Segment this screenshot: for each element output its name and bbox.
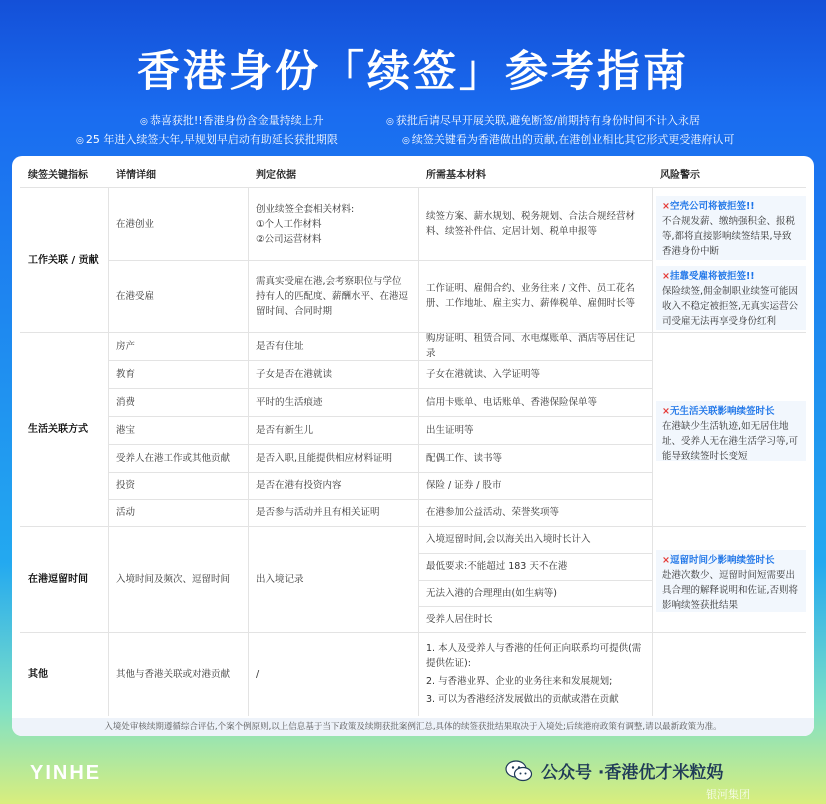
header-detail: 详情详细 <box>116 169 156 181</box>
basis-hk-baby: 是否有新生儿 <box>256 424 314 436</box>
category-work: 工作关联 / 贡献 <box>28 254 99 266</box>
risk-short-stay: ×逗留时间少影响续签时长 赴港次数少、逗留时间短需要出具合理的解释说明和佐证,否则将影响续签获批结果 <box>656 550 806 612</box>
materials-stay-4: 受养人居住时长 <box>426 613 493 625</box>
basis-consumption: 平时的生活痕迹 <box>256 396 323 408</box>
header-basis: 判定依据 <box>256 169 296 181</box>
detail-consumption: 消费 <box>116 396 136 408</box>
divider <box>20 187 806 188</box>
corner-mark: 银河集团 <box>706 788 750 801</box>
detail-activities: 活动 <box>116 507 136 518</box>
divider <box>418 553 652 554</box>
subtitle-2: ◎ 获批后请尽早开展关联,避免断签/前期持有身份时间不计入永居 <box>386 114 701 127</box>
divider <box>418 580 652 581</box>
basis-stay: 出入境记录 <box>256 573 304 585</box>
basis-investment: 是否在港有投资内容 <box>256 480 342 491</box>
detail-other: 其他与香港关联或对港贡献 <box>116 668 231 680</box>
divider <box>108 499 652 500</box>
account-name: 香港优才米粒妈 <box>604 763 724 783</box>
divider <box>20 332 806 333</box>
materials-startup: 续签方案、薪水规划、税务规划、合法合规经营材料、续签补件信、定居计划、税单申报等 <box>426 211 636 237</box>
detail-employed: 在港受雇 <box>116 290 155 302</box>
divider <box>248 188 249 716</box>
basis-education: 子女是否在港就读 <box>256 368 333 380</box>
divider <box>418 188 419 716</box>
materials-stay-3: 无法入港的合理理由(如生病等) <box>426 587 557 599</box>
header-materials: 所需基本材料 <box>426 169 486 181</box>
page-title: 香港身份「续签」参考指南 <box>137 47 689 97</box>
divider <box>652 188 653 716</box>
materials-stay-2: 最低要求:不能超过 183 天不在港 <box>426 561 568 572</box>
list-item: 2. 与香港业界、企业的业务往来和发展规划; <box>426 676 613 687</box>
risk-no-life-link: ×无生活关联影响续签时长 在港缺少生活轨迹,如无居住地址、受养人无在港生活学习等,可能导致续签时长变短 <box>656 401 806 461</box>
materials-education: 子女在港就读、入学证明等 <box>426 368 541 380</box>
list-item: 1. 本人及受养人与香港的任何正向联系均可提供(需提供佐证): <box>426 643 642 669</box>
materials-dependant-work: 配偶工作、读书等 <box>426 452 503 464</box>
basis-dependant-work: 是否入职,且能提供相应材料证明 <box>256 452 393 464</box>
basis-activities: 是否参与活动并且有相关证明 <box>256 507 380 518</box>
subtitle-1: ◎ 恭喜获批!!香港身份含金量持续上升 <box>140 114 324 127</box>
category-stay: 在港逗留时间 <box>28 573 88 585</box>
risk-shell-company: ×空壳公司将被拒签!! 不合规发薪、缴纳强积金、报税等,都将直接影响续签结果,导致香港身份中断 <box>656 196 806 260</box>
basis-property: 是否有住址 <box>256 340 304 352</box>
basis-other: / <box>256 668 260 680</box>
detail-dependant-work: 受养人在港工作或其他贡献 <box>116 452 231 464</box>
subtitle-4: ◎ 续签关键看为香港做出的贡献,在港创业相比其它形式更受港府认可 <box>402 133 735 146</box>
divider <box>108 416 652 417</box>
divider <box>108 472 652 473</box>
divider <box>108 388 652 389</box>
subtitle-3: ◎ 25 年进入续签大年,早规划早启动有助延长获批期限 <box>76 133 338 146</box>
detail-stay: 入境时间及频次、逗留时间 <box>116 573 231 585</box>
wechat-icon <box>505 760 533 782</box>
detail-education: 教育 <box>116 368 136 380</box>
materials-hk-baby: 出生证明等 <box>426 424 474 436</box>
wechat-account: 公众号 · 香港优才米粒妈 <box>505 758 723 783</box>
divider <box>418 606 652 607</box>
header-risk: 风险警示 <box>660 169 700 181</box>
detail-investment: 投资 <box>116 480 136 491</box>
materials-stay-1: 入境逗留时间,会以海关出入境时长计入 <box>426 534 591 545</box>
materials-consumption: 信用卡账单、电话账单、香港保险保单等 <box>426 396 598 408</box>
category-other: 其他 <box>28 668 48 680</box>
divider <box>20 632 806 633</box>
renewal-table <box>12 156 814 736</box>
divider <box>108 360 652 361</box>
materials-investment: 保险 / 证券 / 股市 <box>426 480 502 491</box>
divider <box>108 260 652 261</box>
materials-activities: 在港参加公益活动、荣誉奖项等 <box>426 507 560 518</box>
detail-property: 房产 <box>116 340 136 352</box>
footnote: 入境处审核续期遵循综合评估,个案个例原则,以上信息基于当下政策及续期获批案例汇总,具体的续签获批结果取决于入境处;后续港府政策有调整,请以最新政策为准。 <box>12 718 814 736</box>
list-item: 3. 可以为香港经济发展做出的贡献或潜在贡献 <box>426 694 619 705</box>
brand-logo: YINHE <box>30 762 102 784</box>
materials-other <box>418 632 652 716</box>
detail-hk-baby: 港宝 <box>116 424 136 436</box>
divider <box>108 188 109 716</box>
basis-startup: 创业续签全套相关材料: ①个人工作材料 ②公司运营材料 <box>256 203 355 245</box>
materials-property: 购房证明、租赁合同、水电煤账单、酒店等居住记录 <box>426 333 636 359</box>
category-life: 生活关联方式 <box>28 423 88 435</box>
divider <box>108 444 652 445</box>
basis-employed: 需真实受雇在港,会考察职位与学位持有人的匹配度、薪酬水平、在港逗留时间、合同时期 <box>256 275 409 317</box>
materials-employed: 工作证明、雇佣合约、业务往来 / 文件、员工花名册、工作地址、雇主实力、薪俸税单、雇佣时长等 <box>426 283 636 309</box>
risk-affiliated-employment: ×挂靠受雇将被拒签!! 保险续签,佣金制职业续签可能因收入不稳定被拒签,无真实运营公司受雇无法再享受身份红利 <box>656 266 806 330</box>
header-indicator: 续签关键指标 <box>28 169 88 181</box>
divider <box>20 526 806 527</box>
detail-startup: 在港创业 <box>116 218 155 230</box>
